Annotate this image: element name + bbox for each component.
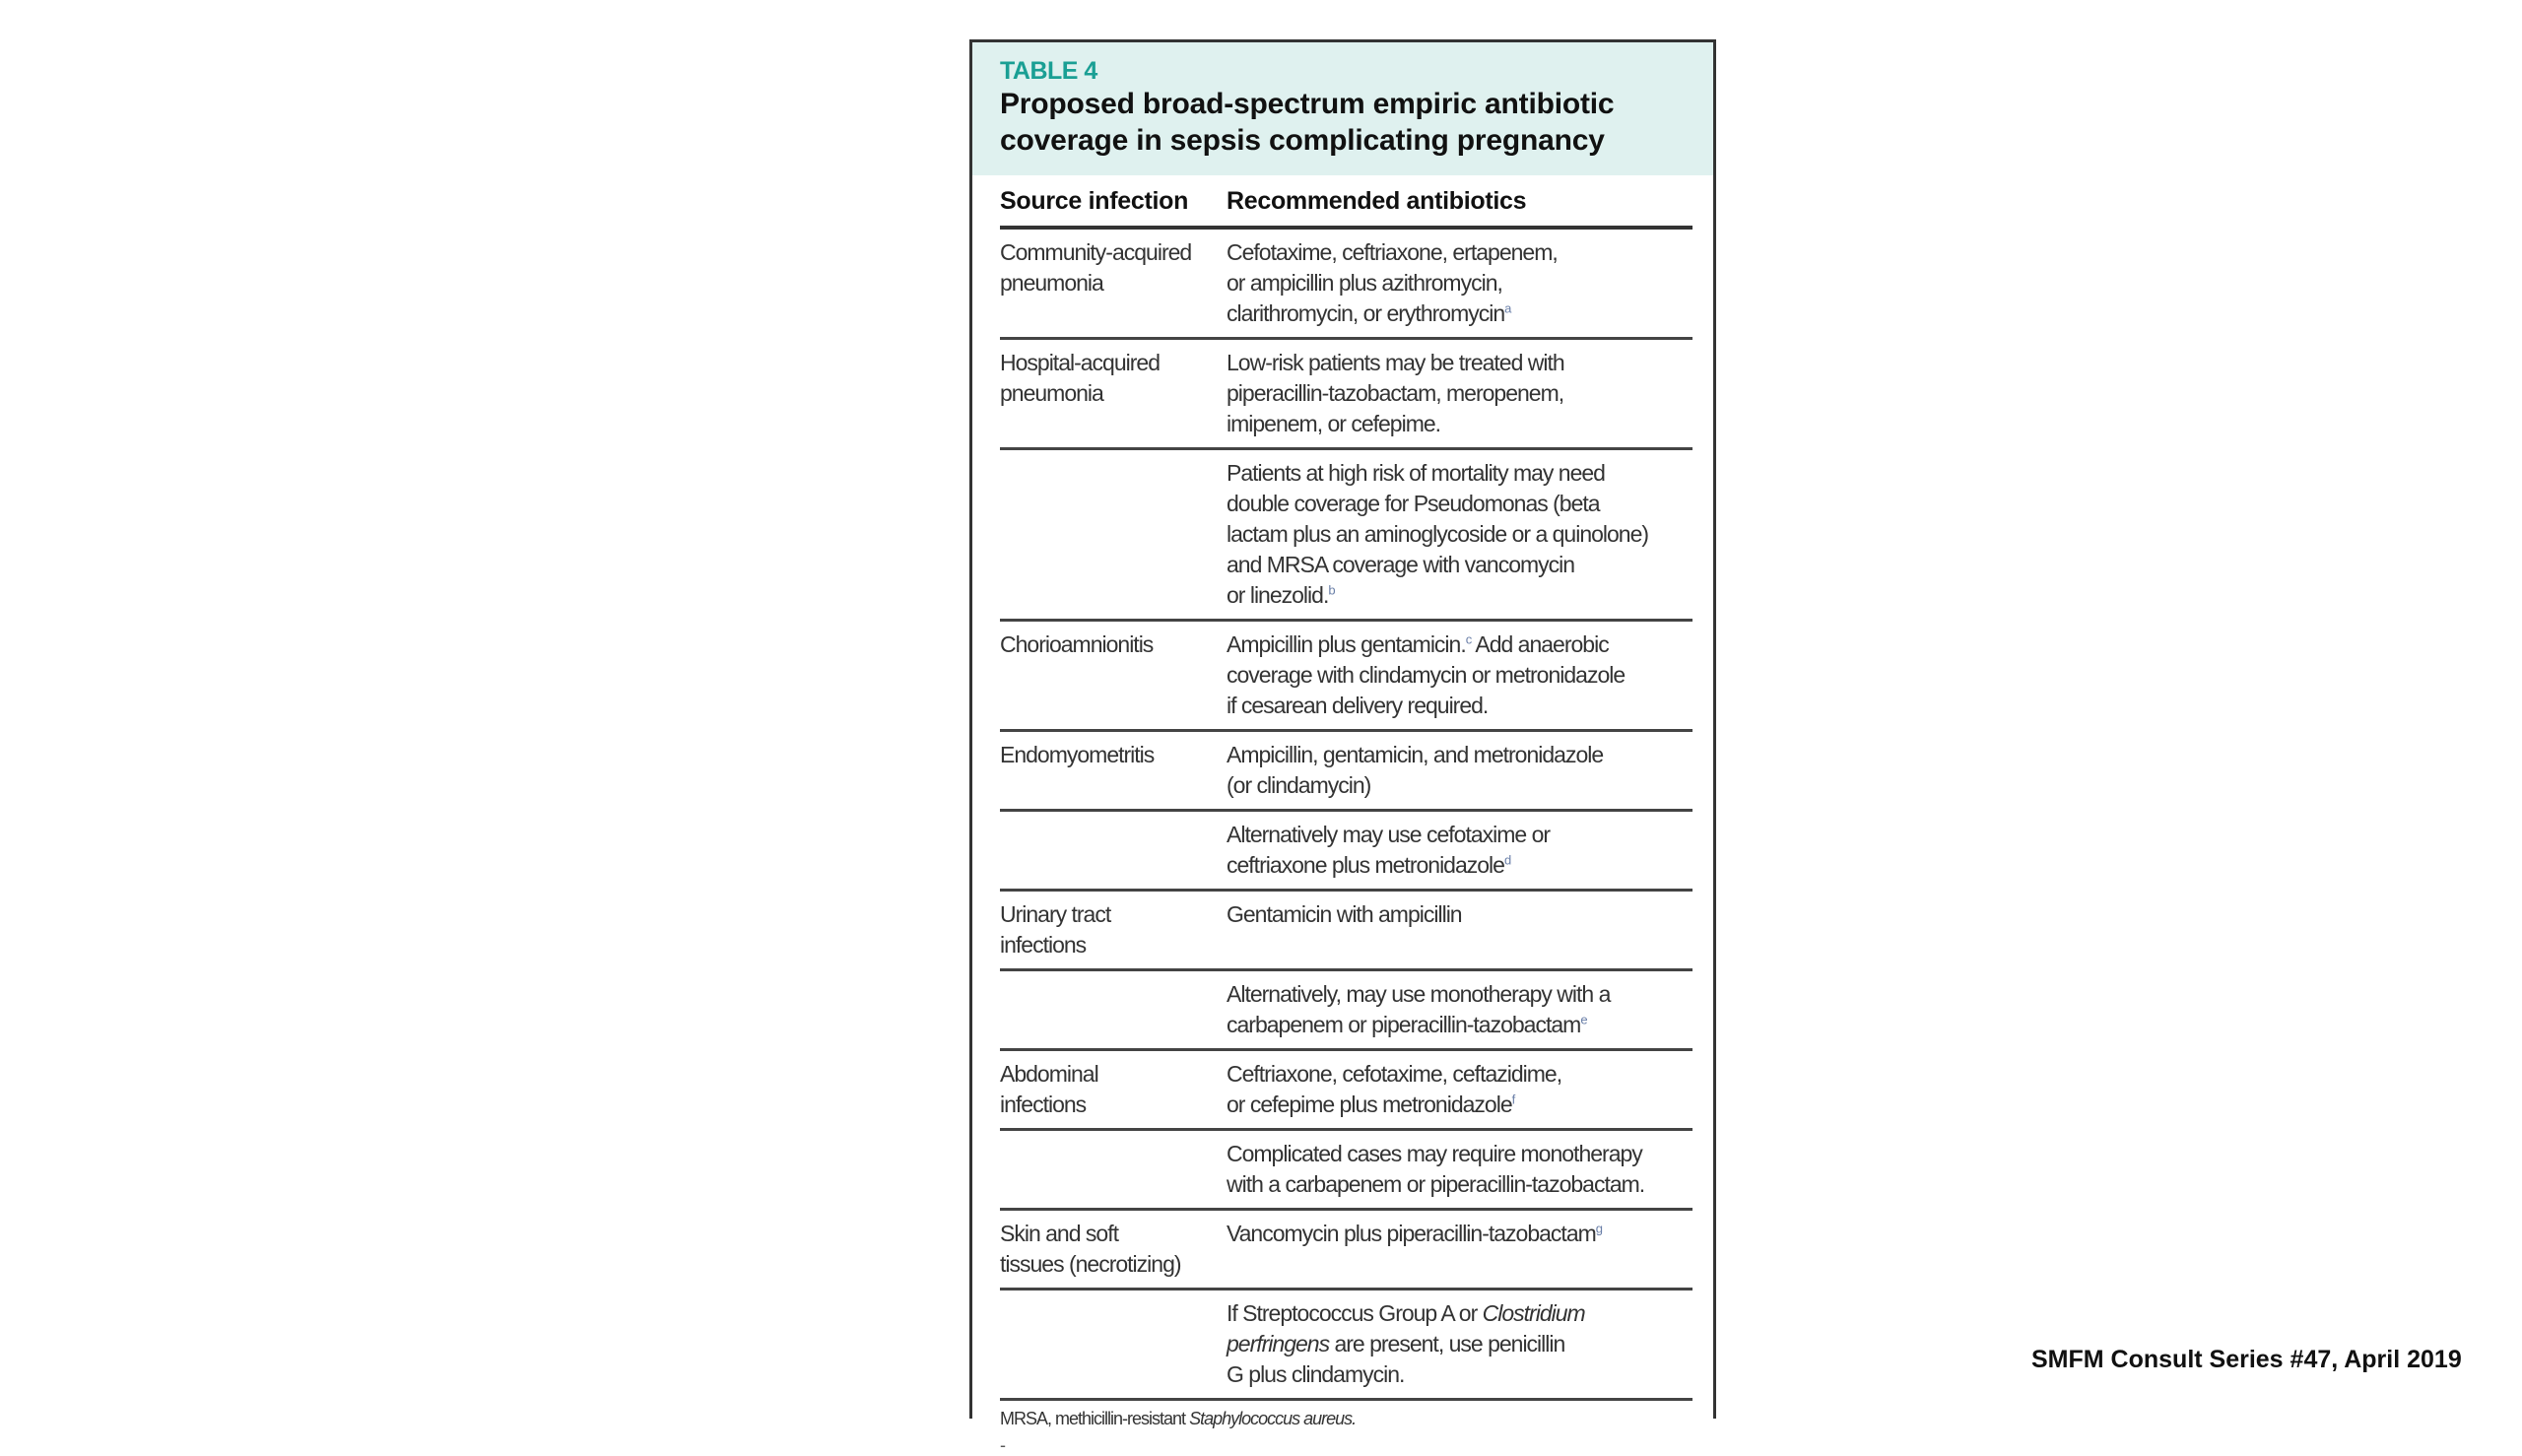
source-infection-cell — [1000, 1059, 1227, 1120]
text-segment: coverage with clindamycin or metronidazole — [1227, 662, 1626, 688]
footnote-marker: c — [1465, 631, 1472, 647]
trailing-mark: - — [1000, 1435, 1006, 1455]
table-row — [1000, 1291, 1692, 1401]
table-row — [1000, 1211, 1692, 1291]
table-row — [1000, 230, 1692, 340]
header-source-infection: Source infection — [1000, 187, 1189, 215]
text-segment: Alternatively, may use monotherapy with a — [1227, 981, 1611, 1007]
table-row — [1000, 622, 1692, 732]
recommended-antibiotics-cell — [1227, 348, 1692, 439]
antibiotics-line — [1227, 1329, 1692, 1359]
antibiotics-line — [1227, 691, 1692, 721]
text-segment: carbapenem or piperacillin-tazobactam — [1227, 1012, 1581, 1037]
text-segment: perfringens — [1227, 1331, 1330, 1357]
recommended-antibiotics-cell — [1227, 629, 1692, 721]
text-segment: imipenem, or cefepime. — [1227, 411, 1441, 436]
footnote-italic: Staphylococcus aureus. — [1189, 1409, 1357, 1428]
antibiotics-line — [1227, 820, 1692, 850]
table-body — [1000, 230, 1692, 1401]
source-infection-cell — [1000, 237, 1227, 329]
text-segment: Patients at high risk of mortality may need — [1227, 460, 1605, 486]
table-row — [1000, 340, 1692, 450]
footnote-marker: e — [1580, 1012, 1587, 1027]
recommended-antibiotics-cell — [1227, 1298, 1692, 1390]
antibiotic-table — [1000, 175, 1692, 1456]
text-segment: or ampicillin plus azithromycin, — [1227, 270, 1502, 296]
table-row — [1000, 450, 1692, 622]
text-segment: are present, use penicillin — [1329, 1331, 1565, 1357]
text-segment: piperacillin-tazobactam, meropenem, — [1227, 380, 1564, 406]
footnote-marker: d — [1503, 852, 1511, 868]
footnote-marker: b — [1328, 582, 1335, 598]
recommended-antibiotics-cell — [1227, 740, 1692, 801]
recommended-antibiotics-cell — [1227, 1059, 1692, 1120]
table-row — [1000, 1131, 1692, 1211]
antibiotics-line — [1227, 1219, 1692, 1249]
source-infection-line: tissues (necrotizing) — [1000, 1251, 1181, 1277]
header-recommended-antibiotics: Recommended antibiotics — [1227, 187, 1527, 215]
recommended-antibiotics-cell — [1227, 979, 1692, 1040]
antibiotics-line — [1227, 519, 1692, 550]
source-infection-line: Abdominal — [1000, 1061, 1098, 1087]
text-segment: and MRSA coverage with vancomycin — [1227, 552, 1575, 577]
antibiotics-line — [1227, 409, 1692, 439]
text-segment: (or clindamycin) — [1227, 772, 1371, 798]
antibiotics-line — [1227, 378, 1692, 409]
antibiotics-line — [1227, 850, 1692, 881]
recommended-antibiotics-cell — [1227, 458, 1692, 611]
source-citation: SMFM Consult Series #47, April 2019 — [2031, 1346, 2462, 1373]
column-headers — [1000, 175, 1692, 230]
antibiotics-line — [1227, 660, 1692, 691]
text-segment: double coverage for Pseudomonas (beta — [1227, 491, 1600, 516]
text-segment: Ceftriaxone, cefotaxime, ceftazidime, — [1227, 1061, 1562, 1087]
antibiotics-line — [1227, 348, 1692, 378]
text-segment: if cesarean delivery required. — [1227, 693, 1489, 718]
table-row — [1000, 1051, 1692, 1131]
recommended-antibiotics-cell — [1227, 1139, 1692, 1200]
source-infection-line: Urinary tract — [1000, 901, 1111, 927]
text-segment: Ampicillin, gentamicin, and metronidazole — [1227, 742, 1604, 767]
antibiotics-line — [1227, 1169, 1692, 1200]
antibiotics-line — [1227, 1090, 1692, 1120]
antibiotics-line — [1227, 489, 1692, 519]
antibiotics-line — [1227, 629, 1692, 660]
antibiotics-line — [1227, 1298, 1692, 1329]
text-segment: Gentamicin with ampicillin — [1227, 901, 1462, 927]
table-label: TABLE 4 — [1000, 57, 1097, 85]
table-row — [1000, 812, 1692, 892]
table-title-line-2: coverage in sepsis complicating pregnancy — [1000, 124, 1605, 157]
recommended-antibiotics-cell — [1227, 820, 1692, 881]
text-segment: Add anaerobic — [1471, 631, 1609, 657]
source-infection-cell — [1000, 348, 1227, 439]
antibiotics-line — [1227, 237, 1692, 268]
text-segment: lactam plus an aminoglycoside or a quinolone) — [1227, 521, 1649, 547]
source-infection-cell — [1000, 458, 1227, 611]
antibiotics-line — [1227, 899, 1692, 930]
source-infection-cell — [1000, 629, 1227, 721]
source-infection-line: infections — [1000, 932, 1087, 958]
source-infection-line: Skin and soft — [1000, 1221, 1118, 1246]
text-segment: with a carbapenem or piperacillin-tazobactam. — [1227, 1171, 1645, 1197]
text-segment: Alternatively may use cefotaxime or — [1227, 822, 1551, 847]
recommended-antibiotics-cell — [1227, 1219, 1692, 1280]
source-infection-line: pneumonia — [1000, 270, 1103, 296]
text-segment: Complicated cases may require monotherapy — [1227, 1141, 1642, 1166]
source-infection-cell — [1000, 979, 1227, 1040]
footnote — [1000, 1409, 1692, 1429]
antibiotics-line — [1227, 1139, 1692, 1169]
text-segment: If Streptococcus Group A or — [1227, 1300, 1483, 1326]
text-segment: ceftriaxone plus metronidazole — [1227, 852, 1504, 878]
source-infection-line: Chorioamnionitis — [1000, 631, 1154, 657]
antibiotics-line — [1227, 298, 1692, 329]
antibiotics-line — [1227, 1059, 1692, 1090]
table-header-band — [972, 42, 1713, 175]
source-infection-cell — [1000, 1139, 1227, 1200]
text-segment: or cefepime plus metronidazole — [1227, 1092, 1512, 1117]
footnote-marker: a — [1504, 300, 1511, 316]
text-segment: Clostridium — [1482, 1300, 1585, 1326]
recommended-antibiotics-cell — [1227, 899, 1692, 960]
text-segment: G plus clindamycin. — [1227, 1361, 1405, 1387]
text-segment: or linezolid. — [1227, 582, 1329, 608]
antibiotics-line — [1227, 770, 1692, 801]
source-infection-cell — [1000, 1219, 1227, 1280]
text-segment: clarithromycin, or erythromycin — [1227, 300, 1505, 326]
table-row — [1000, 971, 1692, 1051]
table-title-line-1: Proposed broad-spectrum empiric antibiotic — [1000, 88, 1615, 120]
antibiotics-line — [1227, 979, 1692, 1010]
text-segment: Low-risk patients may be treated with — [1227, 350, 1564, 375]
source-infection-cell — [1000, 740, 1227, 801]
table-panel — [969, 39, 1716, 1455]
text-segment: Vancomycin plus piperacillin-tazobactam — [1227, 1221, 1596, 1246]
antibiotics-line — [1227, 1010, 1692, 1040]
source-infection-line: pneumonia — [1000, 380, 1103, 406]
antibiotics-line — [1227, 580, 1692, 611]
antibiotics-line — [1227, 740, 1692, 770]
table-row — [1000, 892, 1692, 971]
source-infection-line: infections — [1000, 1092, 1087, 1117]
source-infection-cell — [1000, 820, 1227, 881]
source-infection-line: Hospital-acquired — [1000, 350, 1160, 375]
antibiotics-line — [1227, 268, 1692, 298]
source-infection-cell — [1000, 1298, 1227, 1390]
text-segment: Ampicillin plus gentamicin. — [1227, 631, 1466, 657]
table-row — [1000, 732, 1692, 812]
antibiotics-line — [1227, 1359, 1692, 1390]
source-infection-cell — [1000, 899, 1227, 960]
recommended-antibiotics-cell — [1227, 237, 1692, 329]
footnote-text: MRSA, methicillin-resistant — [1000, 1409, 1190, 1428]
source-infection-line: Endomyometritis — [1000, 742, 1155, 767]
source-infection-line: Community-acquired — [1000, 239, 1192, 265]
antibiotics-line — [1227, 550, 1692, 580]
footnote-marker: g — [1595, 1221, 1602, 1236]
text-segment: Cefotaxime, ceftriaxone, ertapenem, — [1227, 239, 1558, 265]
antibiotics-line — [1227, 458, 1692, 489]
footnote-marker: f — [1511, 1092, 1515, 1107]
